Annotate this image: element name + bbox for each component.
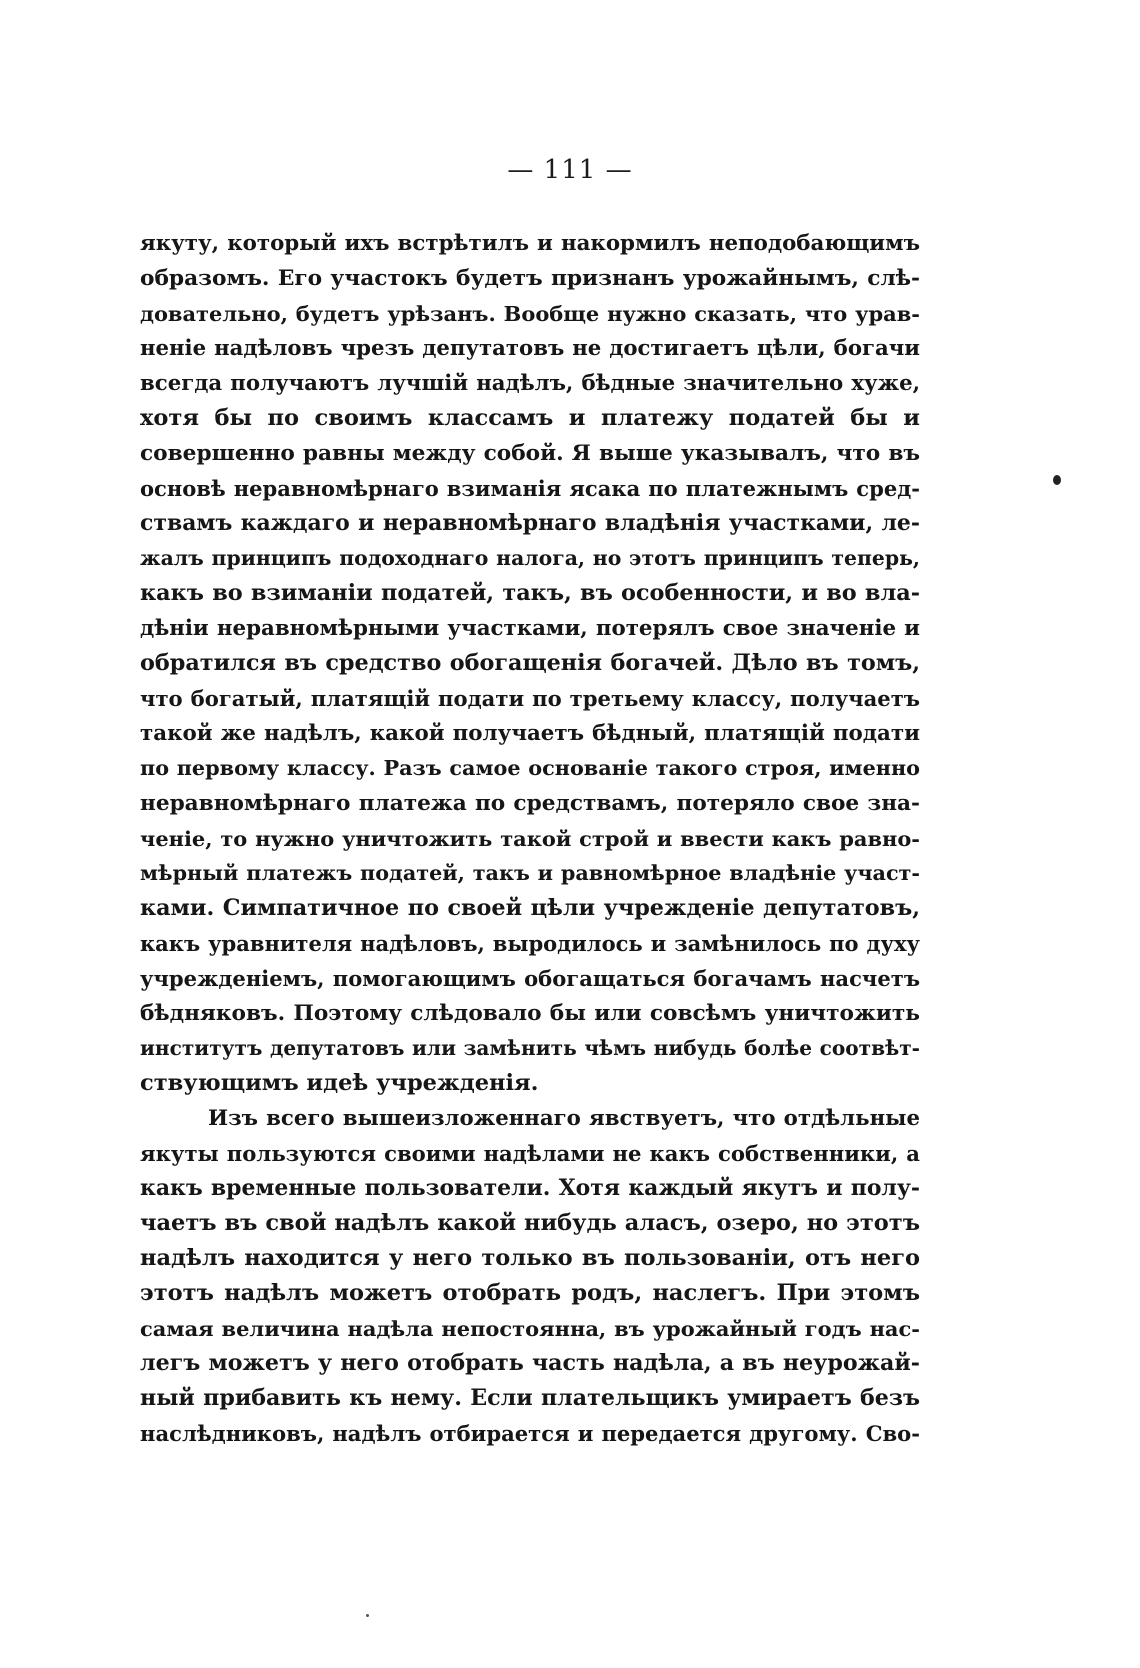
text-line: совершенно равны между собой. Я выше указывалъ, что въ <box>140 441 920 466</box>
text-line: какъ уравнителя надѣловъ, выродилось и замѣнилось по духу <box>140 931 920 956</box>
paragraph-start-line: Изъ всего вышеизложеннаго явствуетъ, что отдѣльные <box>208 1106 920 1131</box>
text-line: обратился въ средство обогащенія богачей. Дѣло въ томъ, <box>140 650 920 676</box>
paper-speck <box>366 1614 369 1617</box>
text-line: легъ можетъ у него отобрать часть надѣла, а въ неурожай- <box>140 1350 920 1376</box>
text-line: всегда получаютъ лучшій надѣлъ, бѣдные значительно хуже, <box>140 371 920 396</box>
text-line: жалъ принципъ подоходнаго налога, но этотъ принципъ теперь, <box>140 546 920 570</box>
text-line: какъ временные пользователи. Хотя каждый якутъ и полу- <box>140 1175 920 1201</box>
text-line: этотъ надѣлъ можетъ отобрать родъ, наслегъ. При этомъ <box>140 1280 920 1306</box>
text-line: институтъ депутатовъ или замѣнить чѣмъ нибудь болѣе соотвѣт- <box>140 1036 920 1060</box>
text-line: ствамъ каждаго и неравномѣрнаго владѣнія участками, ле- <box>140 510 920 536</box>
text-line: учрежденіемъ, помогающимъ обогащаться богачамъ насчетъ <box>140 966 920 991</box>
text-line: довательно, будетъ урѣзанъ. Вообще нужно сказать, что урав- <box>140 301 920 326</box>
text-line: бѣдняковъ. Поэтому слѣдовало бы или совсѣмъ уничтожить <box>140 1001 920 1026</box>
text-line: образомъ. Его участокъ будетъ признанъ урожайнымъ, слѣ- <box>140 266 920 291</box>
paragraph-end-line: ствующимъ идеѣ учрежденія. <box>140 1070 539 1096</box>
text-line: дѣніи неравномѣрными участками, потерялъ свое значеніе и <box>140 616 920 641</box>
text-line: якуты пользуются своими надѣлами не какъ собственники, а <box>140 1141 920 1166</box>
text-line: якуту, который ихъ встрѣтилъ и накормилъ неподобающимъ <box>140 231 920 256</box>
text-line: неравномѣрнаго платежа по средствамъ, потеряло свое зна- <box>140 791 920 816</box>
text-line: самая величина надѣла непостоянна, въ урожайный годъ нас- <box>140 1316 920 1341</box>
text-line: хотя бы по своимъ классамъ и платежу податей бы и <box>140 405 920 431</box>
text-line: наслѣдниковъ, надѣлъ отбирается и передается другому. Сво- <box>140 1421 920 1446</box>
text-line: такой же надѣлъ, какой получаетъ бѣдный, платящій подати <box>140 721 920 746</box>
text-line: какъ во взиманіи податей, такъ, въ особенности, и во вла- <box>140 580 920 606</box>
page-number: — 111 — <box>507 155 633 185</box>
text-line: ченіе, то нужно уничтожить такой строй и ввести какъ равно- <box>140 826 920 851</box>
margin-ink-mark <box>1053 475 1061 485</box>
text-line: по первому классу. Разъ самое основаніе такого строя, именно <box>140 756 920 780</box>
text-line: основѣ неравномѣрнаго взиманія ясака по платежнымъ сред- <box>140 476 920 501</box>
text-line: надѣлъ находится у него только въ пользованіи, отъ него <box>140 1245 920 1271</box>
body-text <box>140 226 920 1451</box>
text-line: неніе надѣловъ чрезъ депутатовъ не достигаетъ цѣли, богачи <box>140 336 920 361</box>
text-line: чаетъ въ свой надѣлъ какой нибудь аласъ, озеро, но этотъ <box>140 1210 920 1236</box>
text-line: ками. Симпатичное по своей цѣли учрежденіе депутатовъ, <box>140 895 920 921</box>
text-line: мѣрный платежъ податей, такъ и равномѣрное владѣніе участ- <box>140 861 920 885</box>
text-line: что богатый, платящій подати по третьему классу, получаетъ <box>140 686 920 711</box>
text-line: ный прибавить къ нему. Если плательщикъ умираетъ безъ <box>140 1385 920 1411</box>
